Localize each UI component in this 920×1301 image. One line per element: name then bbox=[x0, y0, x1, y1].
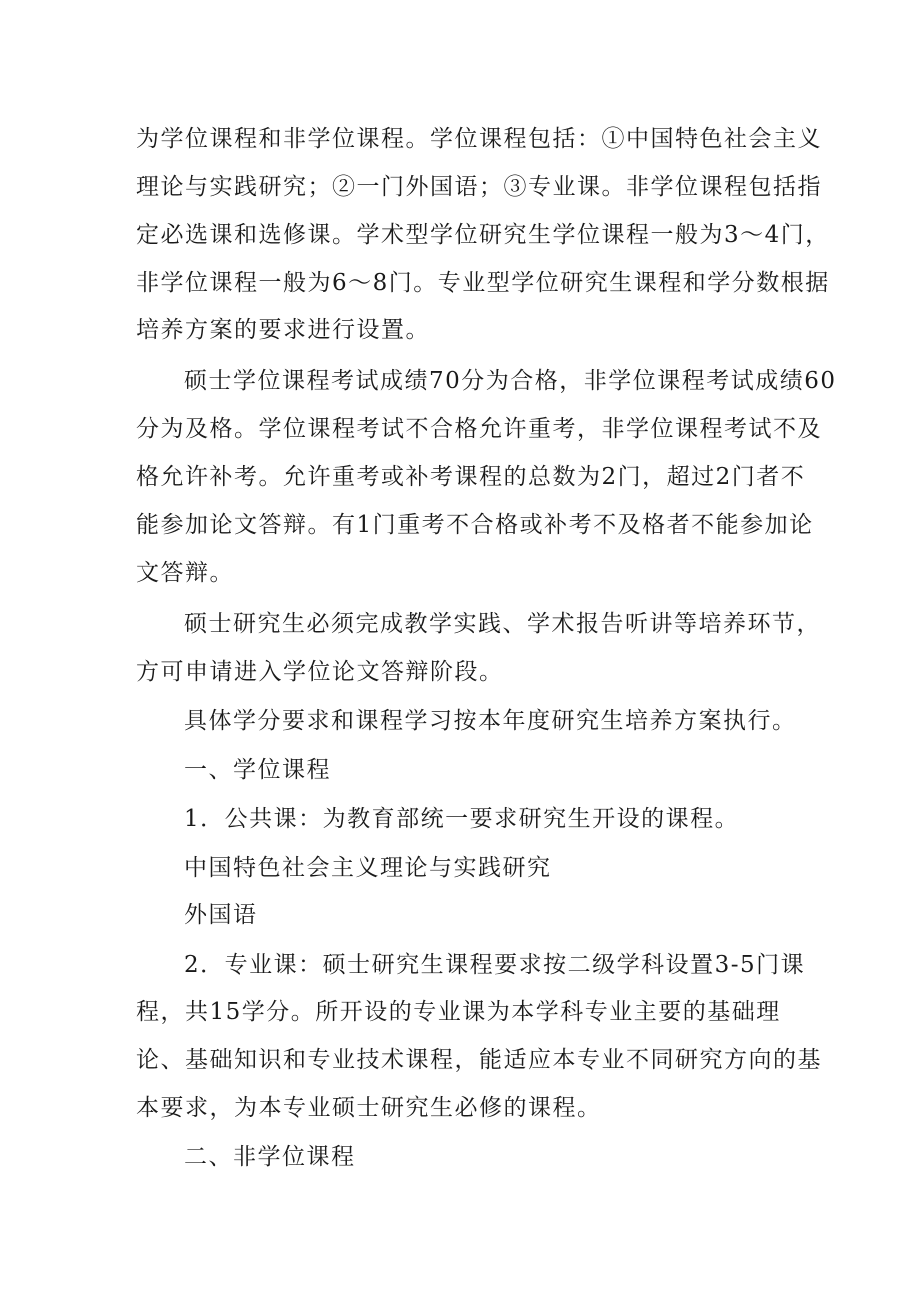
paragraph-line: 论、基础知识和专业技术课程，能适应本专业不同研究方向的基 bbox=[136, 1047, 822, 1073]
paragraph-line: 培养方案的要求进行设置。 bbox=[136, 317, 430, 343]
paragraph-line: 硕士研究生必须完成教学实践、学术报告听讲等培养环节， bbox=[184, 611, 821, 637]
paragraph-line: 理论与实践研究；②一门外国语；③专业课。非学位课程包括指 bbox=[136, 174, 822, 200]
paragraph-line: 定必选课和选修课。学术型学位研究生学位课程一般为3～4门， bbox=[136, 222, 830, 248]
paragraph-line: 本要求，为本专业硕士研究生必修的课程。 bbox=[136, 1095, 602, 1121]
paragraph-line: 为学位课程和非学位课程。学位课程包括：①中国特色社会主义 bbox=[136, 126, 822, 152]
course-item: 外国语 bbox=[184, 902, 258, 928]
paragraph-line: 2．专业课：硕士研究生课程要求按二级学科设置3-5门课 bbox=[184, 952, 806, 978]
paragraph-line: 1．公共课：为教育部统一要求研究生开设的课程。 bbox=[184, 806, 740, 832]
paragraph-line: 硕士学位课程考试成绩70分为合格，非学位课程考试成绩60 bbox=[184, 368, 837, 394]
paragraph-line: 具体学分要求和课程学习按本年度研究生培养方案执行。 bbox=[184, 708, 797, 734]
section-heading: 一、学位课程 bbox=[184, 757, 331, 783]
paragraph-line: 程，共15学分。所开设的专业课为本学科专业主要的基础理 bbox=[136, 999, 781, 1025]
paragraph-line: 方可申请进入学位论文答辩阶段。 bbox=[136, 659, 504, 685]
paragraph-line: 能参加论文答辩。有1门重考不合格或补考不及格者不能参加论 bbox=[136, 512, 814, 538]
paragraph-line: 非学位课程一般为6～8门。专业型学位研究生课程和学分数根据 bbox=[136, 270, 830, 296]
paragraph-line: 格允许补考。允许重考或补考课程的总数为2门，超过2门者不 bbox=[136, 464, 806, 490]
paragraph-line: 文答辩。 bbox=[136, 560, 234, 586]
course-item: 中国特色社会主义理论与实践研究 bbox=[184, 855, 552, 881]
section-heading: 二、非学位课程 bbox=[184, 1144, 356, 1170]
paragraph-line: 分为及格。学位课程考试不合格允许重考，非学位课程考试不及 bbox=[136, 416, 822, 442]
